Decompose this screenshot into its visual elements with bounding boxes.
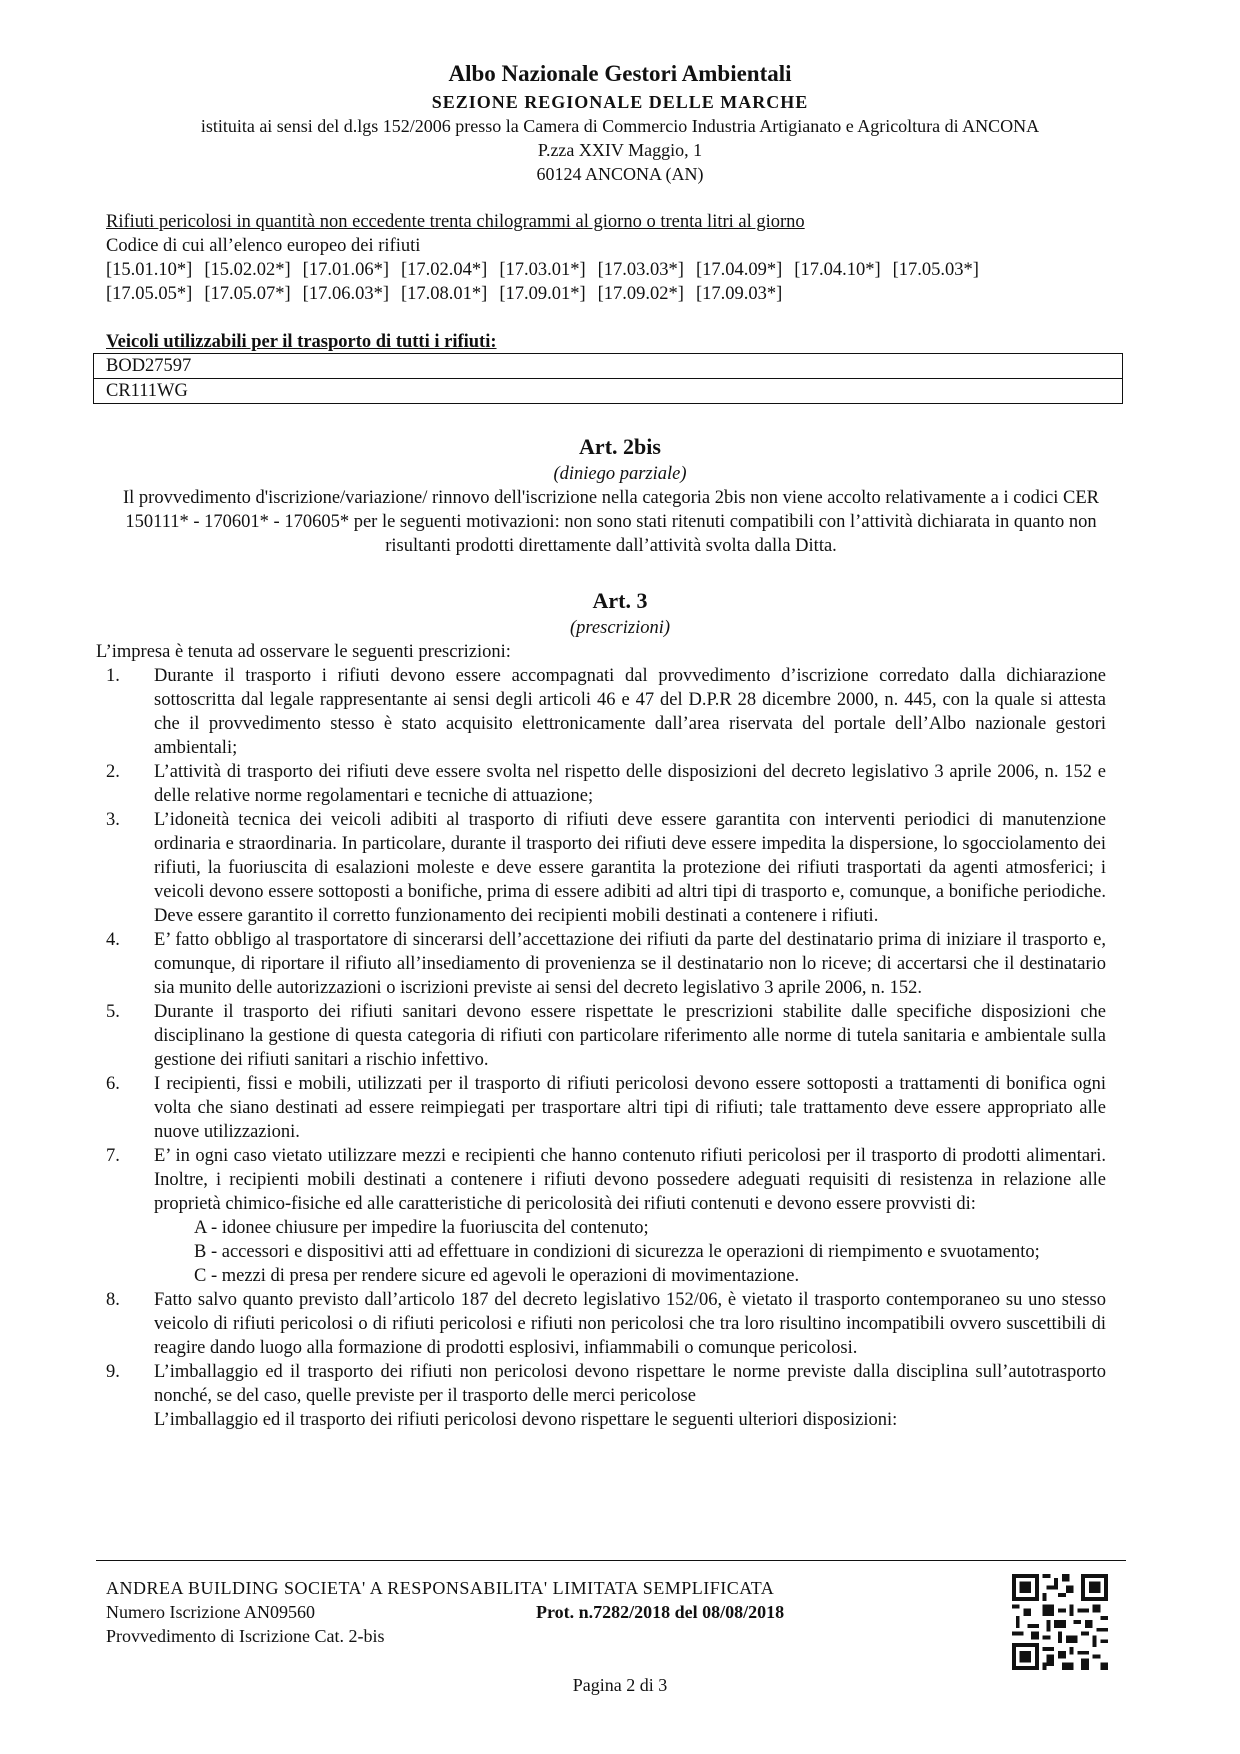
item-number: 5. xyxy=(106,1002,120,1022)
vehicle-plate: CR111WG xyxy=(94,379,1123,404)
footer-registration: Numero Iscrizione AN09560 xyxy=(106,1602,315,1622)
sub-item: C - mezzi di presa per rendere sicure ed agevoli le operazioni di movimentazione. xyxy=(194,1266,800,1286)
list-item xyxy=(96,1360,1106,1432)
list-item xyxy=(96,1288,1106,1360)
item-text: Durante il trasporto dei rifiuti sanitari devono essere rispettate le prescrizioni stabilite dalle specifiche disposizioni che disciplinano la gestione di questa categoria di rifiuti con particolare riferimento alle norme di tutela sanitaria e ambientale sulla gestione dei rifiuti sanitari a rischio infettivo. xyxy=(154,1002,1106,1070)
item-text: L’idoneità tecnica dei veicoli adibiti al trasporto di rifiuti deve essere garantita con interventi periodici di manutenzione ordinaria e straordinaria. In particolare, durante il trasporto dei rifiuti deve essere impedita la dispersione, lo sgocciolamento dei rifiuti, la fuoriuscita di esalazioni moleste e deve essere garantita la protezione dei rifiuti trasportati da agenti atmosferici; i veicoli devono essere sottoposti a bonifiche, prima di essere adibiti ad altri tipi di trasporto e, comunque, a bonifiche periodiche. Deve essere garantito il corretto funzionamento dei recipienti mobili destinati a contenere i rifiuti. xyxy=(154,810,1106,926)
waste-code: [17.09.02*] xyxy=(597,284,684,304)
page-number: Pagina 2 di 3 xyxy=(572,1675,668,1695)
vehicles-title: Veicoli utilizzabili per il trasporto di tutti i rifiuti: xyxy=(106,332,497,352)
list-item xyxy=(96,1000,1106,1072)
item-number: 8. xyxy=(106,1290,120,1310)
list-item xyxy=(96,664,1106,760)
vehicles-table xyxy=(93,353,1123,404)
header-address-street: P.zza XXIV Maggio, 1 xyxy=(537,140,703,160)
item-text: Durante il trasporto i rifiuti devono essere accompagnati dal provvedimento d’iscrizione corredato dalla dichiarazione sottoscritta dal legale rappresentante ai sensi degli articoli 46 e 47 del D.P.R 28 dicembre 2000, n. 445, con la quale si attesta che il provvedimento stesso è stato acquisito elettronicamente dall’area riservata del portale dell’Albo nazionale gestori ambientali; xyxy=(154,666,1106,758)
art2bis-subtitle: (diniego parziale) xyxy=(553,464,687,484)
item-number: 6. xyxy=(106,1074,120,1094)
item-text: E’ fatto obbligo al trasportatore di sincerarsi dell’accettazione dei rifiuti da parte del destinatario prima di iniziare il trasporto e, comunque, di riportare il rifiuto all’insediamento di provenienza se il destinatario non lo riceve; di accertarsi che il destinatario sia munito delle autorizzazioni o iscrizioni previste ai sensi del decreto legislativo 3 aprile 2006, n. 152. xyxy=(154,930,1106,998)
waste-code: [17.05.07*] xyxy=(204,284,291,304)
item-text: E’ in ogni caso vietato utilizzare mezzi e recipienti che hanno contenuto rifiuti pericolosi per il trasporto di prodotti alimentari. Inoltre, i recipienti mobili destinati a contenere i rifiuti devono possedere adeguati requisiti di resistenza in relazione alle proprietà chimico-fisiche ed alle caratteristiche di pericolosità dei rifiuti contenuti e devono essere provvisti di: xyxy=(154,1146,1106,1214)
item-text: I recipienti, fissi e mobili, utilizzati per il trasporto di rifiuti pericolosi devono essere sottoposti a trattamenti di bonifica ogni volta che siano destinati ad essere reimpiegati per trasportare altri tipi di rifiuti; tale trattamento deve essere appropriato alle nuove utilizzazioni. xyxy=(154,1074,1106,1142)
waste-code: [15.02.02*] xyxy=(204,260,291,280)
item-extra-text: L’imballaggio ed il trasporto dei rifiuti pericolosi devono rispettare le seguenti ulteriori disposizioni: xyxy=(154,1410,898,1430)
sub-item: A - idonee chiusure per impedire la fuoriuscita del contenuto; xyxy=(194,1218,649,1238)
vehicle-plate: BOD27597 xyxy=(94,354,1123,379)
waste-code: [17.02.04*] xyxy=(400,260,488,280)
footer-provision: Provvedimento di Iscrizione Cat. 2-bis xyxy=(106,1626,385,1646)
item-number: 9. xyxy=(106,1362,120,1382)
list-item xyxy=(96,1072,1106,1144)
header-title: Albo Nazionale Gestori Ambientali xyxy=(448,61,792,86)
waste-code: [17.08.01*] xyxy=(400,284,488,304)
item-number: 1. xyxy=(106,666,120,686)
list-item xyxy=(96,760,1106,808)
sub-item: B - accessori e dispositivi atti ad effettuare in condizioni di sicurezza le operazioni di riempimento e svuotamento; xyxy=(194,1242,1040,1262)
footer-protocol: Prot. n.7282/2018 del 08/08/2018 xyxy=(536,1602,785,1622)
header-address-city: 60124 ANCONA (AN) xyxy=(536,164,704,184)
waste-codes xyxy=(106,258,1122,306)
waste-code: [17.04.10*] xyxy=(794,260,881,280)
list-item xyxy=(96,928,1106,1000)
item-number: 2. xyxy=(106,762,120,782)
waste-code: [17.03.01*] xyxy=(499,260,586,280)
footer-company: ANDREA BUILDING SOCIETA' A RESPONSABILITA' LIMITATA SEMPLIFICATA xyxy=(106,1578,775,1598)
art3-intro: L’impresa è tenuta ad osservare le seguenti prescrizioni: xyxy=(96,642,511,662)
table-row xyxy=(94,354,1123,379)
waste-codes-label: Codice di cui all’elenco europeo dei rifiuti xyxy=(106,236,421,256)
waste-code: [17.05.03*] xyxy=(892,260,979,280)
item-text: L’imballaggio ed il trasporto dei rifiuti non pericolosi devono rispettare le norme previste dalla disciplina sull’autotrasporto nonché, se del caso, quelle previste per il trasporto delle merci pericolose xyxy=(154,1362,1106,1406)
prescriptions-list xyxy=(96,664,1106,1432)
waste-code: [17.09.01*] xyxy=(499,284,586,304)
item-text: L’attività di trasporto dei rifiuti deve essere svolta nel rispetto delle disposizioni del decreto legislativo 3 aprile 2006, n. 152 e delle relative norme regolamentari e tecniche di attuazione; xyxy=(154,762,1106,806)
art3-subtitle: (prescrizioni) xyxy=(569,618,671,638)
item-number: 7. xyxy=(106,1146,120,1166)
waste-heading: Rifiuti pericolosi in quantità non eccedente trenta chilogrammi al giorno o trenta litri al giorno xyxy=(106,212,805,232)
art3-heading: Art. 3 xyxy=(592,588,648,613)
table-row xyxy=(94,379,1123,404)
item-number: 4. xyxy=(106,930,120,950)
waste-code: [17.05.05*] xyxy=(106,284,193,304)
waste-code: [17.03.03*] xyxy=(597,260,684,280)
header-section: SEZIONE REGIONALE DELLE MARCHE xyxy=(431,92,809,112)
qr-code-icon xyxy=(1012,1574,1108,1670)
art2bis-body: Il provvedimento d'iscrizione/variazione/ rinnovo dell'iscrizione nella categoria 2bis non viene accolto relativamente a i codici CER 150111* - 170601* - 170605* per le seguenti motivazioni: non sono stati ritenuti compatibili con l’attività dichiarata in quanto non risultanti prodotti direttamente dall’attività svolta dalla Ditta. xyxy=(122,488,1100,556)
item-number: 3. xyxy=(106,810,120,830)
waste-code: [17.01.06*] xyxy=(302,260,389,280)
waste-code: [17.06.03*] xyxy=(302,284,389,304)
waste-code: [17.09.03*] xyxy=(695,284,783,304)
art2bis-heading: Art. 2bis xyxy=(579,434,661,459)
item-text: Fatto salvo quanto previsto dall’articolo 187 del decreto legislativo 152/06, è vietato il trasporto contemporaneo su uno stesso veicolo di rifiuti pericolosi o di rifiuti pericolosi e rifiuti non pericolosi che tra loro risultino incompatibili ovvero suscettibili di reagire dando luogo alla formazione di prodotti esplosivi, infiammabili o comunque pericolosi. xyxy=(154,1290,1106,1358)
waste-code: [15.01.10*] xyxy=(106,260,193,280)
footer-divider xyxy=(96,1560,1126,1561)
waste-code: [17.04.09*] xyxy=(695,260,783,280)
header-institution: istituita ai sensi del d.lgs 152/2006 presso la Camera di Commercio Industria Artigianato e Agricoltura di ANCONA xyxy=(200,116,1040,136)
list-item xyxy=(96,808,1106,928)
list-item xyxy=(96,1144,1106,1288)
